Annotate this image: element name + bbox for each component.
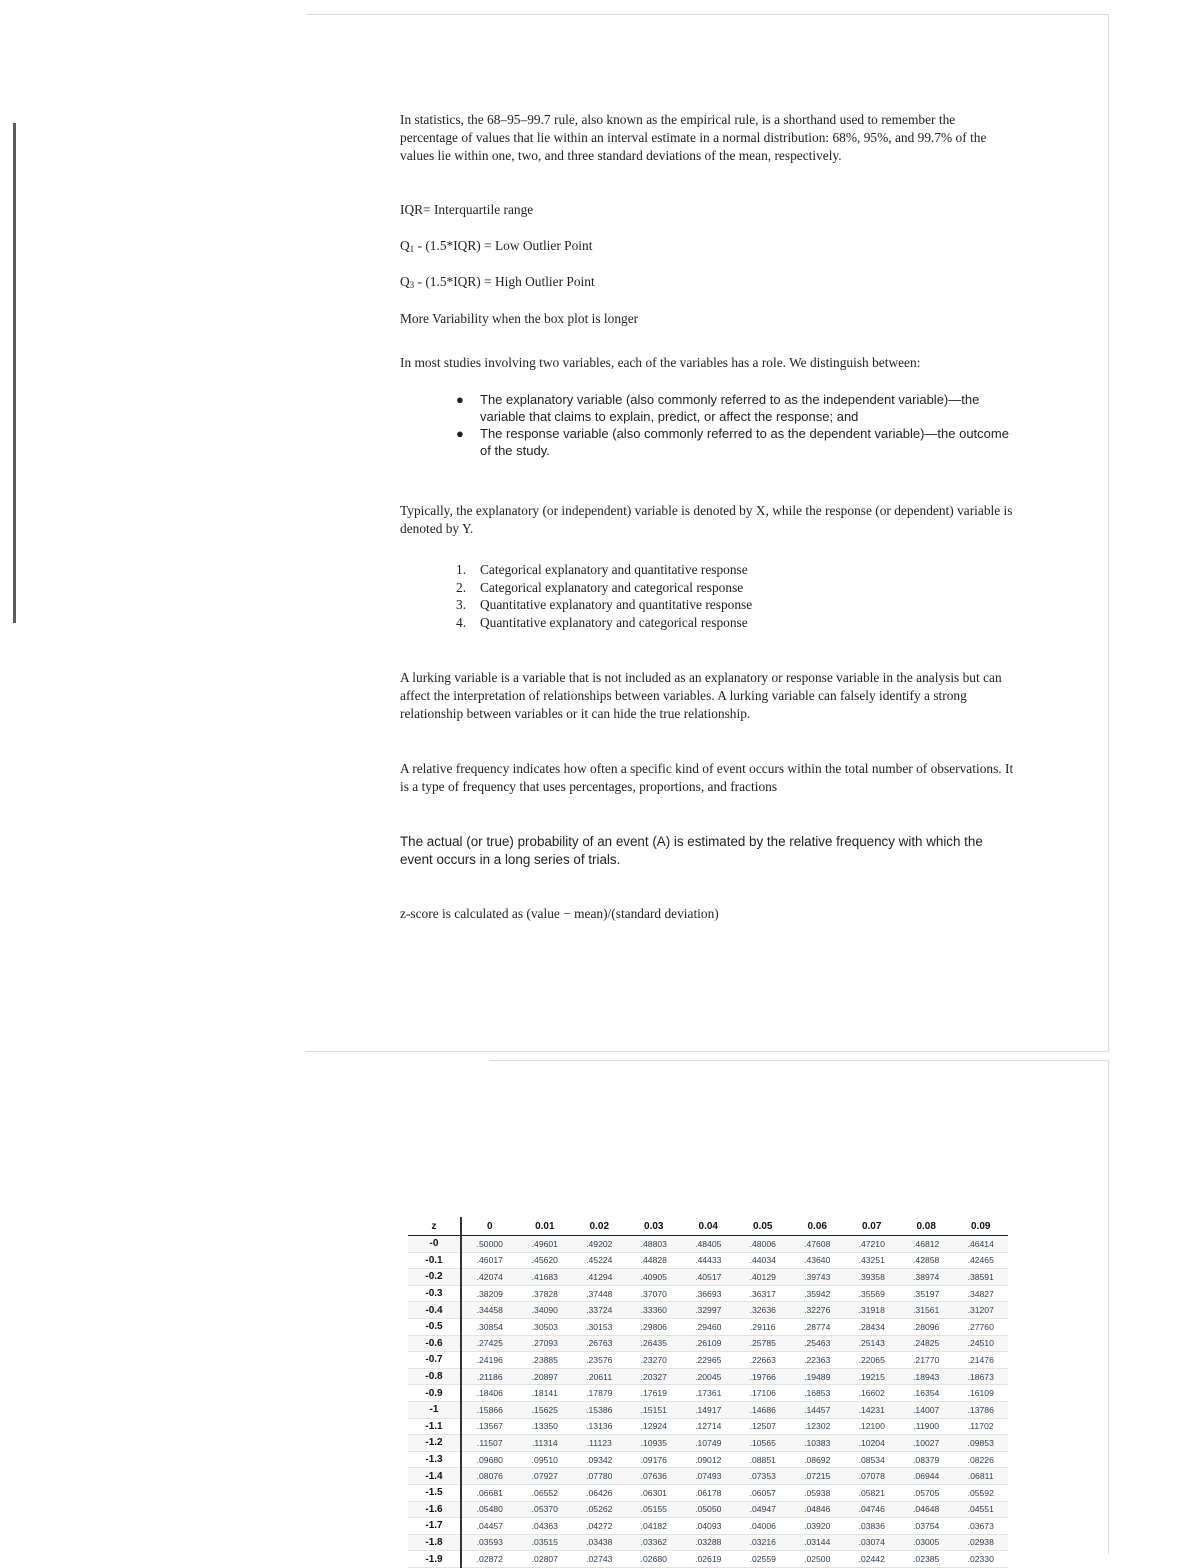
probability-cell: .03515 [518, 1534, 572, 1551]
probability-cell: .03593 [461, 1534, 518, 1551]
probability-cell: .13786 [953, 1401, 1008, 1418]
probability-cell: .15625 [518, 1401, 572, 1418]
probability-cell: .06681 [461, 1484, 518, 1501]
list-number: 3. [456, 597, 467, 612]
probability-cell: .03074 [844, 1534, 898, 1551]
column-header: 0.06 [790, 1217, 844, 1236]
probability-cell: .32997 [681, 1302, 735, 1319]
z-value-cell: -0.8 [408, 1368, 461, 1385]
probability-cell: .43251 [844, 1252, 898, 1269]
empirical-rule-paragraph: In statistics, the 68–95–99.7 rule, also known as the empirical rule, is a shorthand used to remember the percentage of values that lie within an interval estimate in a normal distribution: 68%, 95%, and 99.7% of the values lie within one, two, and three standard deviations of the mean, respectively. [400, 112, 987, 163]
probability-cell: .17619 [627, 1385, 681, 1402]
probability-cell: .32636 [736, 1302, 790, 1319]
probability-cell: .37070 [627, 1285, 681, 1302]
probability-cell: .09176 [627, 1451, 681, 1468]
list-item [456, 579, 956, 597]
list-item-text: The explanatory variable (also commonly referred to as the independent variable)—the variable that claims to explain, predict, or affect the response; and [480, 392, 980, 424]
probability-cell: .21186 [461, 1368, 518, 1385]
z-table-header-row [408, 1217, 1008, 1236]
list-item [456, 425, 1016, 459]
probability-cell: .03362 [627, 1534, 681, 1551]
probability-cell: .06178 [681, 1484, 735, 1501]
probability-cell: .34458 [461, 1302, 518, 1319]
probability-cell: .18673 [953, 1368, 1008, 1385]
probability-cell: .03288 [681, 1534, 735, 1551]
probability-cell: .42858 [899, 1252, 953, 1269]
probability-cell: .02743 [572, 1551, 626, 1568]
probability-cell: .06426 [572, 1484, 626, 1501]
list-item [456, 391, 1016, 425]
z-value-cell: -1.8 [408, 1534, 461, 1551]
q1-subscript: 1 [409, 244, 415, 254]
column-header: 0.03 [627, 1217, 681, 1236]
list-item [456, 596, 956, 614]
probability-cell: .43640 [790, 1252, 844, 1269]
probability-cell: .04006 [736, 1518, 790, 1535]
probability-cell: .18943 [899, 1368, 953, 1385]
probability-cell: .50000 [461, 1236, 518, 1253]
variable-cases-list [456, 561, 956, 631]
z-table [408, 1217, 1008, 1568]
probability-cell: .02680 [627, 1551, 681, 1568]
probability-cell: .10749 [681, 1435, 735, 1452]
q1-symbol: Q [400, 238, 410, 253]
probability-cell: .16853 [790, 1385, 844, 1402]
probability-cell: .27425 [461, 1335, 518, 1352]
probability-cell: .28096 [899, 1318, 953, 1335]
probability-cell: .15866 [461, 1401, 518, 1418]
column-header: 0.07 [844, 1217, 898, 1236]
probability-paragraph: The actual (or true) probability of an event (A) is estimated by the relative frequency with which the event occurs in a long series of trials. [400, 834, 983, 867]
probability-cell: .07927 [518, 1468, 572, 1485]
z-table-body [408, 1236, 1008, 1568]
probability-cell: .28434 [844, 1318, 898, 1335]
left-scroll-indicator [13, 123, 16, 623]
table-row [408, 1302, 1008, 1319]
table-row [408, 1236, 1008, 1253]
probability-cell: .05480 [461, 1501, 518, 1518]
probability-cell: .31561 [899, 1302, 953, 1319]
probability-cell: .30153 [572, 1318, 626, 1335]
probability-cell: .13136 [572, 1418, 626, 1435]
probability-cell: .28774 [790, 1318, 844, 1335]
probability-cell: .02938 [953, 1534, 1008, 1551]
probability-cell: .19766 [736, 1368, 790, 1385]
probability-cell: .41294 [572, 1269, 626, 1286]
list-item [456, 614, 956, 632]
probability-cell: .20327 [627, 1368, 681, 1385]
probability-cell: .13567 [461, 1418, 518, 1435]
column-header: 0 [461, 1217, 518, 1236]
probability-cell: .47210 [844, 1236, 898, 1253]
probability-cell: .24510 [953, 1335, 1008, 1352]
probability-cell: .46017 [461, 1252, 518, 1269]
probability-cell: .10565 [736, 1435, 790, 1452]
z-value-cell: -1.4 [408, 1468, 461, 1485]
probability-cell: .16602 [844, 1385, 898, 1402]
table-row [408, 1401, 1008, 1418]
table-row [408, 1318, 1008, 1335]
probability-cell: .07636 [627, 1468, 681, 1485]
probability-cell: .31207 [953, 1302, 1008, 1319]
probability-cell: .22663 [736, 1352, 790, 1369]
probability-cell: .03144 [790, 1534, 844, 1551]
probability-cell: .03920 [790, 1518, 844, 1535]
probability-cell: .08534 [844, 1451, 898, 1468]
probability-cell: .21770 [899, 1352, 953, 1369]
probability-cell: .04182 [627, 1518, 681, 1535]
probability-cell: .33360 [627, 1302, 681, 1319]
probability-cell: .11900 [899, 1418, 953, 1435]
probability-cell: .02385 [899, 1551, 953, 1568]
probability-cell: .22965 [681, 1352, 735, 1369]
probability-cell: .14457 [790, 1401, 844, 1418]
probability-cell: .39743 [790, 1269, 844, 1286]
probability-cell: .12924 [627, 1418, 681, 1435]
q3-formula [400, 273, 1015, 294]
probability-cell: .42465 [953, 1252, 1008, 1269]
table-row [408, 1551, 1008, 1568]
probability-cell: .27093 [518, 1335, 572, 1352]
z-value-cell: -0.6 [408, 1335, 461, 1352]
probability-cell: .44828 [627, 1252, 681, 1269]
table-row [408, 1484, 1008, 1501]
probability-cell: .17879 [572, 1385, 626, 1402]
bullet-icon: ● [456, 392, 464, 407]
zscore-line: z-score is calculated as (value − mean)/(standard deviation) [400, 906, 719, 921]
z-column-header: z [408, 1217, 461, 1236]
probability-cell: .20611 [572, 1368, 626, 1385]
probability-cell: .46414 [953, 1236, 1008, 1253]
probability-cell: .11507 [461, 1435, 518, 1452]
probability-cell: .25785 [736, 1335, 790, 1352]
probability-cell: .10204 [844, 1435, 898, 1452]
probability-cell: .22363 [790, 1352, 844, 1369]
probability-cell: .06811 [953, 1468, 1008, 1485]
probability-cell: .04551 [953, 1501, 1008, 1518]
column-header: 0.04 [681, 1217, 735, 1236]
probability-cell: .09510 [518, 1451, 572, 1468]
probability-cell: .08076 [461, 1468, 518, 1485]
z-value-cell: -0.3 [408, 1285, 461, 1302]
probability-cell: .03673 [953, 1518, 1008, 1535]
probability-cell: .38974 [899, 1269, 953, 1286]
probability-cell: .06057 [736, 1484, 790, 1501]
probability-cell: .29460 [681, 1318, 735, 1335]
probability-cell: .03216 [736, 1534, 790, 1551]
probability-cell: .48405 [681, 1236, 735, 1253]
z-value-cell: -1.5 [408, 1484, 461, 1501]
probability-cell: .12302 [790, 1418, 844, 1435]
intro-section [400, 111, 1015, 165]
z-value-cell: -0.1 [408, 1252, 461, 1269]
probability-cell: .05370 [518, 1501, 572, 1518]
z-value-cell: -0 [408, 1236, 461, 1253]
probability-cell: .37448 [572, 1285, 626, 1302]
probability-cell: .02442 [844, 1551, 898, 1568]
probability-cell: .03836 [844, 1518, 898, 1535]
probability-cell: .09680 [461, 1451, 518, 1468]
table-row [408, 1435, 1008, 1452]
z-value-cell: -0.9 [408, 1385, 461, 1402]
probability-cell: .38209 [461, 1285, 518, 1302]
probability-cell: .23270 [627, 1352, 681, 1369]
probability-cell: .29806 [627, 1318, 681, 1335]
z-value-cell: -1 [408, 1401, 461, 1418]
table-row [408, 1468, 1008, 1485]
probability-cell: .48006 [736, 1236, 790, 1253]
probability-cell: .07493 [681, 1468, 735, 1485]
probability-cell: .11123 [572, 1435, 626, 1452]
z-value-cell: -1.3 [408, 1451, 461, 1468]
z-value-cell: -0.7 [408, 1352, 461, 1369]
probability-cell: .14917 [681, 1401, 735, 1418]
probability-cell: .07215 [790, 1468, 844, 1485]
probability-cell: .15386 [572, 1401, 626, 1418]
probability-cell: .39358 [844, 1269, 898, 1286]
table-row [408, 1269, 1008, 1286]
probability-cell: .40517 [681, 1269, 735, 1286]
probability-cell: .29116 [736, 1318, 790, 1335]
probability-cell: .38591 [953, 1269, 1008, 1286]
probability-cell: .04746 [844, 1501, 898, 1518]
probability-cell: .17106 [736, 1385, 790, 1402]
probability-cell: .30503 [518, 1318, 572, 1335]
probability-cell: .03754 [899, 1518, 953, 1535]
z-value-cell: -0.5 [408, 1318, 461, 1335]
column-header: 0.02 [572, 1217, 626, 1236]
list-number: 4. [456, 614, 467, 630]
table-row [408, 1352, 1008, 1369]
probability-cell: .08692 [790, 1451, 844, 1468]
variables-intro: In most studies involving two variables, each of the variables has a role. We distinguish between: [400, 355, 921, 370]
probability-cell: .04648 [899, 1501, 953, 1518]
probability-cell: .04272 [572, 1518, 626, 1535]
probability-cell: .06552 [518, 1484, 572, 1501]
probability-cell: .40905 [627, 1269, 681, 1286]
probability-cell: .02807 [518, 1551, 572, 1568]
probability-cell: .16354 [899, 1385, 953, 1402]
column-header: 0.05 [736, 1217, 790, 1236]
probability-cell: .02500 [790, 1551, 844, 1568]
probability-cell: .23576 [572, 1352, 626, 1369]
probability-cell: .05592 [953, 1484, 1008, 1501]
probability-cell: .45620 [518, 1252, 572, 1269]
probability-cell: .07353 [736, 1468, 790, 1485]
probability-cell: .13350 [518, 1418, 572, 1435]
probability-cell: .44433 [681, 1252, 735, 1269]
probability-cell: .30854 [461, 1318, 518, 1335]
probability-cell: .02559 [736, 1551, 790, 1568]
table-row [408, 1368, 1008, 1385]
probability-cell: .26109 [681, 1335, 735, 1352]
table-row [408, 1451, 1008, 1468]
column-header: 0.01 [518, 1217, 572, 1236]
z-value-cell: -1.6 [408, 1501, 461, 1518]
table-row [408, 1418, 1008, 1435]
z-value-cell: -0.2 [408, 1269, 461, 1286]
probability-cell: .04093 [681, 1518, 735, 1535]
bullet-icon: ● [456, 426, 464, 441]
probability-cell: .11702 [953, 1418, 1008, 1435]
q1-formula [400, 237, 1015, 258]
probability-cell: .03438 [572, 1534, 626, 1551]
list-number: 2. [456, 579, 467, 595]
list-item [456, 561, 956, 579]
relative-frequency-paragraph: A relative frequency indicates how often a specific kind of event occurs within the total number of observations. It is a type of frequency that uses percentages, proportions, and fractions [400, 761, 1014, 794]
probability-cell: .05155 [627, 1501, 681, 1518]
probability-cell: .26763 [572, 1335, 626, 1352]
probability-cell: .04846 [790, 1501, 844, 1518]
probability-cell: .15151 [627, 1401, 681, 1418]
list-item-text: The response variable (also commonly referred to as the dependent variable)—the outcome of the study. [480, 426, 1009, 458]
probability-cell: .02330 [953, 1551, 1008, 1568]
probability-cell: .48803 [627, 1236, 681, 1253]
probability-cell: .25463 [790, 1335, 844, 1352]
probability-cell: .17361 [681, 1385, 735, 1402]
probability-cell: .09342 [572, 1451, 626, 1468]
probability-cell: .35197 [899, 1285, 953, 1302]
column-header: 0.09 [953, 1217, 1008, 1236]
probability-cell: .08226 [953, 1451, 1008, 1468]
probability-cell: .14686 [736, 1401, 790, 1418]
probability-cell: .08851 [736, 1451, 790, 1468]
list-number: 1. [456, 562, 467, 577]
z-value-cell: -1.7 [408, 1518, 461, 1535]
z-value-cell: -1.1 [408, 1418, 461, 1435]
iqr-line: IQR= Interquartile range [400, 202, 534, 217]
probability-cell: .04457 [461, 1518, 518, 1535]
probability-cell: .20045 [681, 1368, 735, 1385]
q3-formula-text: - (1.5*IQR) = High Outlier Point [414, 274, 595, 289]
probability-cell: .18141 [518, 1385, 572, 1402]
probability-cell: .02872 [461, 1551, 518, 1568]
table-row [408, 1285, 1008, 1302]
probability-cell: .42074 [461, 1269, 518, 1286]
probability-cell: .40129 [736, 1269, 790, 1286]
probability-cell: .12507 [736, 1418, 790, 1435]
z-value-cell: -1.9 [408, 1551, 461, 1568]
probability-cell: .21476 [953, 1352, 1008, 1369]
probability-cell: .19215 [844, 1368, 898, 1385]
probability-cell: .32276 [790, 1302, 844, 1319]
probability-cell: .20897 [518, 1368, 572, 1385]
probability-cell: .09853 [953, 1435, 1008, 1452]
probability-cell: .22065 [844, 1352, 898, 1369]
probability-cell: .05262 [572, 1501, 626, 1518]
probability-cell: .11314 [518, 1435, 572, 1452]
probability-cell: .49601 [518, 1236, 572, 1253]
probability-cell: .07780 [572, 1468, 626, 1485]
probability-cell: .12100 [844, 1418, 898, 1435]
probability-cell: .49202 [572, 1236, 626, 1253]
probability-cell: .18406 [461, 1385, 518, 1402]
probability-cell: .47608 [790, 1236, 844, 1253]
probability-cell: .41683 [518, 1269, 572, 1286]
probability-cell: .04363 [518, 1518, 572, 1535]
probability-cell: .08379 [899, 1451, 953, 1468]
probability-cell: .34827 [953, 1285, 1008, 1302]
probability-cell: .10027 [899, 1435, 953, 1452]
probability-cell: .35569 [844, 1285, 898, 1302]
table-row [408, 1501, 1008, 1518]
probability-cell: .25143 [844, 1335, 898, 1352]
lurking-variable-paragraph: A lurking variable is a variable that is not included as an explanatory or response variable in the analysis but can affect the interpretation of relationships between variables. A lurking variable can falsely identify a strong relationship between variables or it can hide the true relationship. [400, 670, 1002, 721]
probability-cell: .36317 [736, 1285, 790, 1302]
probability-cell: .02619 [681, 1551, 735, 1568]
probability-cell: .26435 [627, 1335, 681, 1352]
variable-roles-list [456, 391, 1016, 459]
probability-cell: .14007 [899, 1401, 953, 1418]
list-item-text: Categorical explanatory and quantitative response [480, 562, 748, 577]
probability-cell: .46812 [899, 1236, 953, 1253]
probability-cell: .07078 [844, 1468, 898, 1485]
probability-cell: .37828 [518, 1285, 572, 1302]
table-row [408, 1385, 1008, 1402]
probability-cell: .05821 [844, 1484, 898, 1501]
probability-cell: .10935 [627, 1435, 681, 1452]
probability-cell: .24825 [899, 1335, 953, 1352]
denoted-paragraph: Typically, the explanatory (or independent) variable is denoted by X, while the response (or dependent) variable is denoted by Y. [400, 503, 1013, 536]
table-row [408, 1335, 1008, 1352]
probability-cell: .12714 [681, 1418, 735, 1435]
q3-symbol: Q [400, 274, 410, 289]
table-row [408, 1518, 1008, 1535]
list-item-text: Quantitative explanatory and quantitative response [480, 597, 753, 612]
probability-cell: .14231 [844, 1401, 898, 1418]
probability-cell: .06944 [899, 1468, 953, 1485]
probability-cell: .24196 [461, 1352, 518, 1369]
probability-cell: .27760 [953, 1318, 1008, 1335]
column-header: 0.08 [899, 1217, 953, 1236]
probability-cell: .33724 [572, 1302, 626, 1319]
probability-cell: .05050 [681, 1501, 735, 1518]
z-value-cell: -0.4 [408, 1302, 461, 1319]
probability-cell: .31918 [844, 1302, 898, 1319]
table-row [408, 1252, 1008, 1269]
probability-cell: .04947 [736, 1501, 790, 1518]
probability-cell: .06301 [627, 1484, 681, 1501]
probability-cell: .16109 [953, 1385, 1008, 1402]
probability-cell: .09012 [681, 1451, 735, 1468]
q1-formula-text: - (1.5*IQR) = Low Outlier Point [414, 238, 593, 253]
probability-cell: .10383 [790, 1435, 844, 1452]
probability-cell: .19489 [790, 1368, 844, 1385]
list-item-text: Categorical explanatory and categorical response [480, 579, 744, 595]
probability-cell: .36693 [681, 1285, 735, 1302]
probability-cell: .44034 [736, 1252, 790, 1269]
probability-cell: .34090 [518, 1302, 572, 1319]
probability-cell: .45224 [572, 1252, 626, 1269]
probability-cell: .05705 [899, 1484, 953, 1501]
list-item-text: Quantitative explanatory and categorical response [480, 614, 748, 630]
probability-cell: .03005 [899, 1534, 953, 1551]
probability-cell: .35942 [790, 1285, 844, 1302]
table-row [408, 1534, 1008, 1551]
probability-cell: .05938 [790, 1484, 844, 1501]
q3-subscript: 3 [409, 280, 415, 290]
z-value-cell: -1.2 [408, 1435, 461, 1452]
probability-cell: .23885 [518, 1352, 572, 1369]
variability-line: More Variability when the box plot is longer [400, 311, 639, 326]
